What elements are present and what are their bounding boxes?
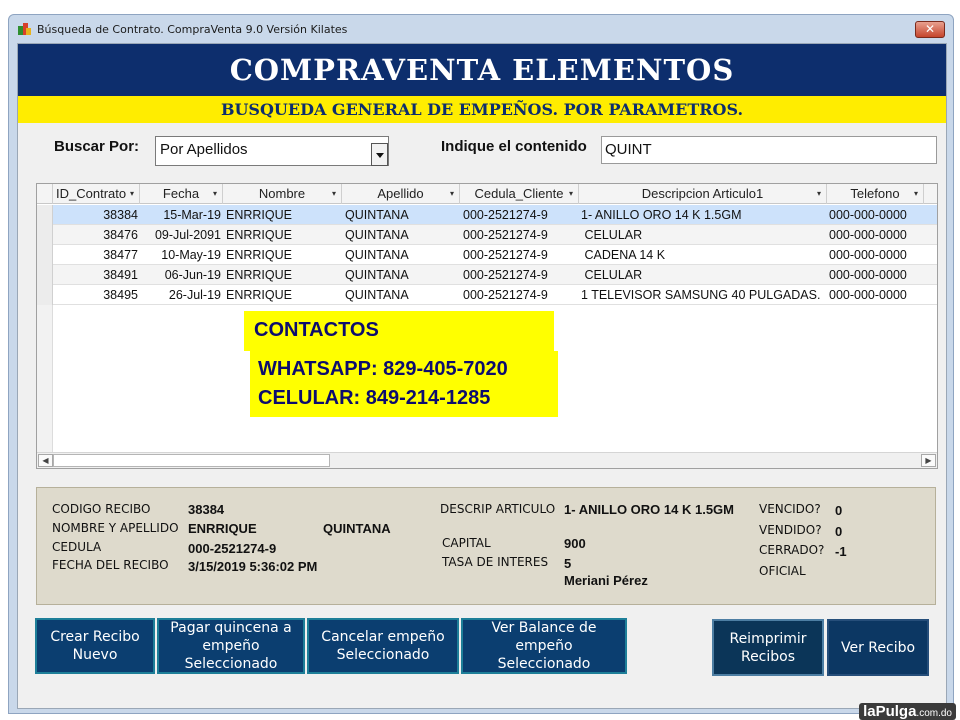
search-by-value: Por Apellidos bbox=[160, 141, 248, 158]
cell-nombre: ENRRIQUE bbox=[226, 288, 292, 302]
cell-id: 38495 bbox=[103, 288, 138, 302]
sort-arrow-icon: ▾ bbox=[331, 189, 336, 198]
cell-apellido: QUINTANA bbox=[345, 248, 409, 262]
tasa-label: TASA DE INTERES bbox=[442, 555, 549, 569]
cell-nombre: ENRRIQUE bbox=[226, 208, 292, 222]
cell-apellido: QUINTANA bbox=[345, 208, 409, 222]
cell-nombre: ENRRIQUE bbox=[226, 248, 292, 262]
cell-nombre: ENRRIQUE bbox=[226, 228, 292, 242]
cell-cedula: 000-2521274-9 bbox=[463, 228, 548, 242]
company-title: COMPRAVENTA ELEMENTOS bbox=[229, 53, 735, 87]
cedula-label: CEDULA bbox=[52, 540, 102, 554]
cell-fecha: 06-Jun-19 bbox=[164, 268, 221, 282]
cell-descripcion: CADENA 14 K bbox=[581, 248, 666, 262]
tasa-value: 5 bbox=[564, 556, 572, 571]
search-content-label: Indique el contenido bbox=[441, 138, 587, 155]
column-header-fecha[interactable]: Fecha ▾ bbox=[140, 184, 223, 204]
subtitle-banner bbox=[18, 96, 946, 123]
cell-fecha: 10-May-19 bbox=[161, 248, 221, 262]
row-header[interactable] bbox=[37, 285, 53, 305]
fecha-label: FECHA DEL RECIBO bbox=[52, 558, 169, 572]
search-content-input[interactable] bbox=[601, 136, 937, 164]
scroll-thumb[interactable] bbox=[53, 454, 330, 467]
search-by-dropdown[interactable] bbox=[155, 136, 389, 166]
sort-arrow-icon: ▾ bbox=[129, 189, 134, 198]
codigo-label: CODIGO RECIBO bbox=[52, 502, 151, 516]
cell-descripcion: CELULAR bbox=[581, 268, 643, 282]
search-content-value: QUINT bbox=[605, 141, 652, 158]
whatsapp-number: WHATSAPP: 829-405-7020 bbox=[258, 358, 508, 380]
descrip-value: 1- ANILLO ORO 14 K 1.5GM bbox=[564, 502, 734, 517]
nombre-label: NOMBRE Y APELLIDO bbox=[52, 521, 179, 535]
row-header-strip bbox=[37, 305, 53, 453]
contact-heading-text: CONTACTOS bbox=[254, 319, 379, 341]
cell-descripcion: CELULAR bbox=[581, 228, 643, 242]
table-row[interactable] bbox=[37, 265, 937, 285]
cell-telefono: 000-000-0000 bbox=[829, 208, 907, 222]
column-header-descripcion[interactable]: Descripcion Articulo1 ▾ bbox=[579, 184, 827, 204]
row-header[interactable] bbox=[37, 265, 53, 285]
table-row[interactable] bbox=[37, 285, 937, 305]
cell-nombre: ENRRIQUE bbox=[226, 268, 292, 282]
cell-telefono: 000-000-0000 bbox=[829, 288, 907, 302]
cell-telefono: 000-000-0000 bbox=[829, 268, 907, 282]
column-header-cedula[interactable]: Cedula_Cliente ▾ bbox=[460, 184, 579, 204]
cell-apellido: QUINTANA bbox=[345, 268, 409, 282]
row-header-corner bbox=[37, 184, 53, 204]
nombre-value: ENRRIQUE bbox=[188, 521, 257, 536]
page-subtitle: BUSQUEDA GENERAL DE EMPEÑOS. POR PARAMETROS. bbox=[220, 100, 744, 119]
reimprimir-recibos-button[interactable]: Reimprimir Recibos bbox=[712, 619, 824, 676]
table-row[interactable] bbox=[37, 245, 937, 265]
column-header-nombre[interactable]: Nombre ▾ bbox=[223, 184, 342, 204]
watermark-logo bbox=[859, 703, 956, 720]
vendido-value: 0 bbox=[835, 524, 843, 539]
cerrado-label: CERRADO? bbox=[759, 543, 825, 557]
horizontal-scrollbar[interactable] bbox=[37, 452, 937, 468]
sort-arrow-icon: ▾ bbox=[816, 189, 821, 198]
scroll-right-icon[interactable]: ▶ bbox=[921, 454, 936, 467]
cell-telefono: 000-000-0000 bbox=[829, 248, 907, 262]
vencido-value: 0 bbox=[835, 503, 843, 518]
cedula-value: 000-2521274-9 bbox=[188, 541, 277, 556]
sort-arrow-icon: ▾ bbox=[449, 189, 454, 198]
chevron-down-icon[interactable] bbox=[371, 143, 388, 166]
apellido-value: QUINTANA bbox=[323, 521, 391, 536]
header-banner bbox=[18, 44, 946, 96]
cell-id: 38384 bbox=[103, 208, 138, 222]
cell-fecha: 09-Jul-2091 bbox=[154, 228, 221, 242]
oficial-value: Meriani Pérez bbox=[564, 573, 648, 588]
cell-cedula: 000-2521274-9 bbox=[463, 208, 548, 222]
close-button[interactable] bbox=[915, 21, 945, 38]
cell-fecha: 26-Jul-19 bbox=[168, 288, 221, 302]
ver-balance-button[interactable]: Ver Balance de empeño Seleccionado bbox=[461, 618, 627, 674]
cell-id: 38476 bbox=[103, 228, 138, 242]
table-row[interactable] bbox=[37, 225, 937, 245]
search-by-label: Buscar Por: bbox=[54, 138, 140, 155]
sort-arrow-icon: ▾ bbox=[913, 189, 918, 198]
receipt-details-panel bbox=[36, 487, 936, 605]
main-panel bbox=[17, 43, 947, 709]
vencido-label: VENCIDO? bbox=[759, 502, 821, 516]
cell-cedula: 000-2521274-9 bbox=[463, 288, 548, 302]
cell-descripcion: 1- ANILLO ORO 14 K 1.5GM bbox=[581, 208, 742, 222]
app-window bbox=[8, 14, 954, 714]
contact-ad-phones bbox=[250, 351, 558, 417]
title-bar[interactable] bbox=[9, 15, 953, 43]
sort-arrow-icon: ▾ bbox=[568, 189, 573, 198]
cell-descripcion: 1 TELEVISOR SAMSUNG 40 PULGADAS. bbox=[581, 288, 821, 302]
cell-apellido: QUINTANA bbox=[345, 288, 409, 302]
table-row[interactable] bbox=[37, 205, 937, 225]
cell-telefono: 000-000-0000 bbox=[829, 228, 907, 242]
cancelar-empeno-button[interactable]: Cancelar empeño Seleccionado bbox=[307, 618, 459, 674]
codigo-value: 38384 bbox=[188, 502, 225, 517]
window-title: Búsqueda de Contrato. CompraVenta 9.0 Versión Kilates bbox=[37, 22, 348, 36]
row-header[interactable] bbox=[37, 205, 53, 225]
row-header[interactable] bbox=[37, 245, 53, 265]
cell-cedula: 000-2521274-9 bbox=[463, 268, 548, 282]
vendido-label: VENDIDO? bbox=[759, 523, 822, 537]
sort-arrow-icon: ▾ bbox=[212, 189, 217, 198]
column-header-telefono[interactable]: Telefono ▾ bbox=[827, 184, 924, 204]
cell-apellido: QUINTANA bbox=[345, 228, 409, 242]
cell-cedula: 000-2521274-9 bbox=[463, 248, 548, 262]
crear-recibo-button[interactable]: Crear Recibo Nuevo bbox=[35, 618, 155, 674]
column-header-id[interactable]: ID_Contrato ▾ bbox=[53, 184, 140, 204]
close-icon: ✕ bbox=[924, 22, 936, 36]
cell-id: 38477 bbox=[103, 248, 138, 262]
ver-recibo-button[interactable]: Ver Recibo bbox=[827, 619, 929, 676]
watermark-brand: laPulga bbox=[863, 703, 917, 720]
watermark-suffix: .com.do bbox=[916, 708, 952, 719]
contact-ad-heading bbox=[244, 311, 554, 351]
row-header[interactable] bbox=[37, 225, 53, 245]
descrip-label: DESCRIP ARTICULO bbox=[440, 502, 556, 516]
grid-header bbox=[37, 184, 937, 204]
capital-value: 900 bbox=[564, 536, 586, 551]
app-icon bbox=[17, 22, 31, 36]
cell-fecha: 15-Mar-19 bbox=[163, 208, 221, 222]
fecha-value: 3/15/2019 5:36:02 PM bbox=[188, 559, 318, 574]
scroll-left-icon[interactable]: ◀ bbox=[38, 454, 53, 467]
cerrado-value: -1 bbox=[835, 544, 847, 559]
column-header-apellido[interactable]: Apellido ▾ bbox=[342, 184, 460, 204]
capital-label: CAPITAL bbox=[442, 536, 491, 550]
pagar-quincena-button[interactable]: Pagar quincena a empeño Seleccionado bbox=[157, 618, 305, 674]
celular-number: CELULAR: 849-214-1285 bbox=[258, 387, 491, 409]
oficial-label: OFICIAL bbox=[759, 564, 806, 578]
cell-id: 38491 bbox=[103, 268, 138, 282]
